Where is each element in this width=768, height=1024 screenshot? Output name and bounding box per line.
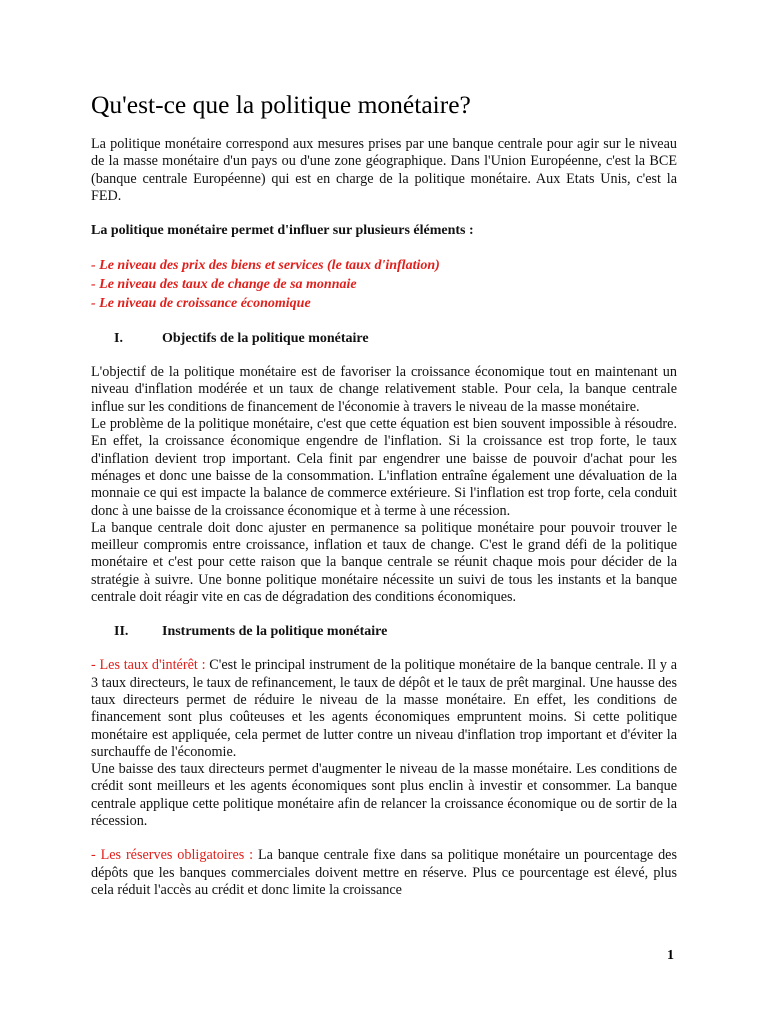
paragraph: Le problème de la politique monétaire, c'est que cette équation est bien souvent impossible à résoudre. En effet, la croissance économique engendre de l'inflation. Si la croissance est trop forte, le taux d'inflation devient trop important. Cela finit par engendrer une baisse de pouvoir d'achat pour les ménages et donc une baisse de la consommation. L'inflation entraîne également une dévaluation de la monnaie ce qui est impacte la balance de commerce extérieure. Si l'inflation est trop forte, cela conduit donc à une baisse de la croissance économique et à terme à une récession. [91, 416, 677, 519]
section-number: I. [114, 331, 123, 347]
lead-heading: La politique monétaire permet d'influer sur plusieurs éléments : [91, 223, 474, 239]
term-text: C'est le principal instrument de la politique monétaire de la banque centrale. Il y a 3 taux directeurs, le taux de refinancement, le taux de dépôt et le taux de prêt marginal. Une hausse des taux directeurs permet de réduire le niveau de la masse monétaire. En effet, les conditions de financement sont plus coûteuses et les agents économiques empruntent moins. Si cette politique monétaire est appliquée, cela permet de lutter contre un niveau d'inflation trop important et d'éviter la surchauffe de l'économie. [91, 657, 678, 760]
elements-list [91, 256, 677, 313]
section-number: II. [114, 624, 129, 640]
list-item: - Le niveau des taux de change de sa monnaie [91, 277, 357, 293]
section-title: Instruments de la politique monétaire [162, 624, 388, 640]
term-label: - Les taux d'intérêt : [91, 657, 206, 674]
page-number: 1 [667, 948, 674, 963]
paragraph-reserves [91, 847, 677, 899]
intro-paragraph: La politique monétaire correspond aux mesures prises par une banque centrale pour agir sur le niveau de la masse monétaire d'un pays ou d'une zone géographique. Dans l'Union Européenne, c'est la BCE (banque centrale Européenne) qui est en charge de la politique monétaire. Aux Etats Unis, c'est la FED. [91, 136, 677, 204]
list-item: - Le niveau des prix des biens et services (le taux d'inflation) [91, 258, 440, 274]
list-item: - Le niveau de croissance économique [91, 296, 311, 312]
paragraph-taux [91, 657, 677, 761]
paragraph: L'objectif de la politique monétaire est de favoriser la croissance économique tout en maintenant un niveau d'inflation modérée et un taux de change relativement stable. Pour cela, la banque centrale influe sur les conditions de financement de l'économie à travers le niveau de la masse monétaire. [91, 364, 677, 415]
page-title: Qu'est-ce que la politique monétaire? [91, 90, 471, 119]
section-heading-instruments [91, 623, 677, 640]
section-title: Objectifs de la politique monétaire [162, 331, 369, 347]
paragraph: Une baisse des taux directeurs permet d'augmenter le niveau de la masse monétaire. Les conditions de crédit sont meilleurs et les agents économiques sont plus enclin à investir et consommer. La banque centrale applique cette politique monétaire afin de relancer la croissance économique ou de sortir de la récession. [91, 761, 677, 830]
term-label: - Les réserves obligatoires : [91, 847, 254, 864]
term-text: La banque centrale fixe dans sa politique monétaire un pourcentage des dépôts que les banques commerciales doivent mettre en réserve. Plus ce pourcentage est élevé, plus cela réduit l'accès au crédit et donc limite la croissance [91, 847, 677, 898]
document-body [91, 90, 677, 899]
section-heading-objectifs [91, 330, 677, 347]
paragraph: La banque centrale doit donc ajuster en permanence sa politique monétaire pour pouvoir trouver le meilleur compromis entre croissance, inflation et taux de change. C'est le grand défi de la politique monétaire et c'est pour cette raison que la banque centrale se réunit chaque mois pour décider de la stratégie à suivre. Une bonne politique monétaire nécessite un suivi de tous les instants et la banque centrale doit réagir vite en cas de dégradation des conditions économiques. [91, 519, 677, 606]
